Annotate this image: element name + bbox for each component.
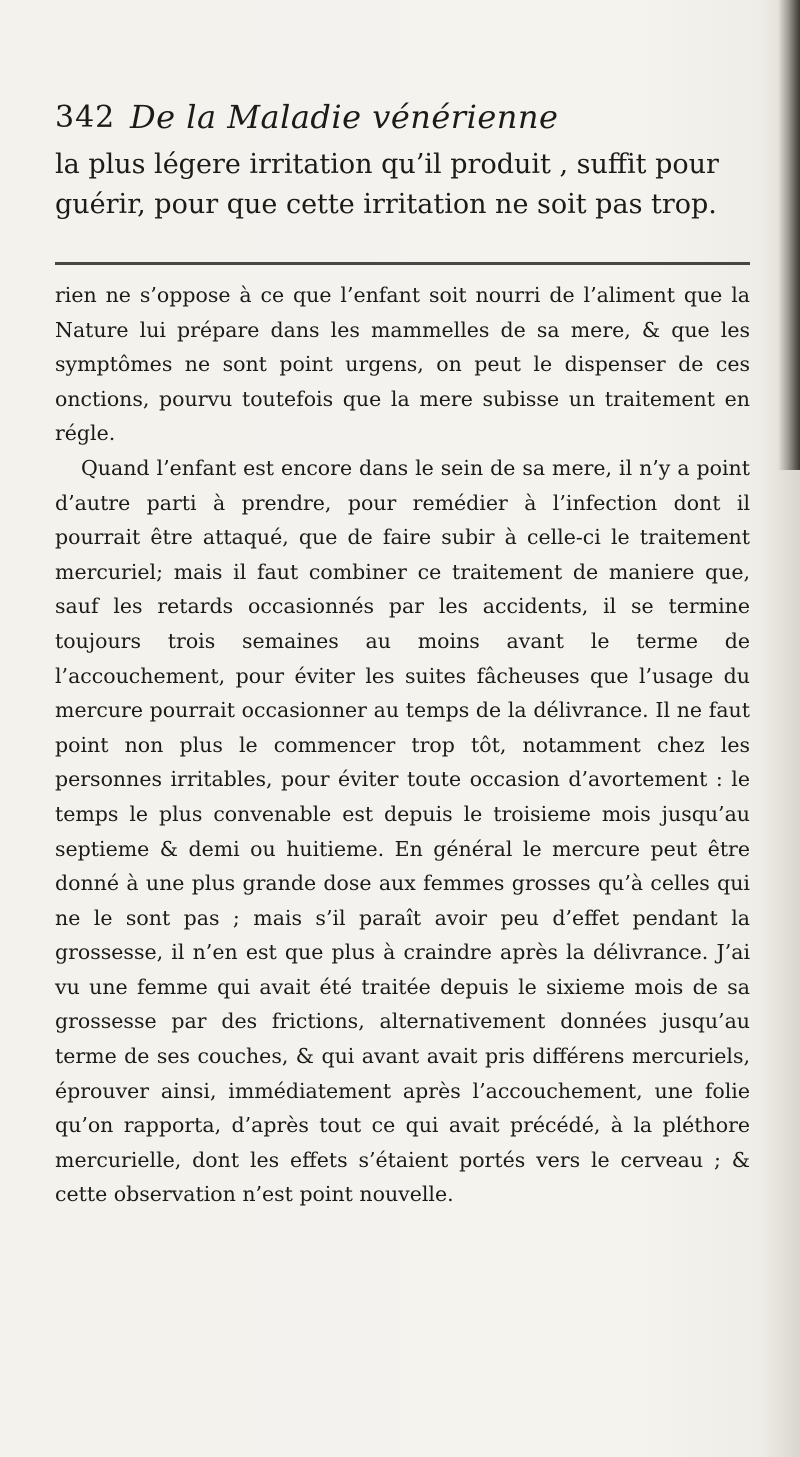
- page-number: 342: [55, 100, 116, 135]
- page-header: [0, 100, 800, 148]
- preamble-text: [55, 145, 745, 225]
- horizontal-rule: [55, 262, 750, 265]
- binding-shadow: [778, 0, 800, 470]
- paragraph-1: rien ne s’oppose à ce que l’enfant soit nourri de l’aliment que la Nature lui prépare dans les mammelles de sa mere, & que les symptômes ne sont point urgens, on peut le dispenser de ces onctions, pourvu toutefois que la mere subisse un traitement en régle.: [55, 283, 750, 446]
- body-text: [55, 278, 750, 1212]
- preamble-paragraph: la plus légere irritation qu’il produit , suffit pour guérir, pour que cette irritation ne soit pas trop.: [55, 149, 719, 220]
- paragraph-2: Quand l’enfant est encore dans le sein de sa mere, il n’y a point d’autre parti à prendre, pour remédier à l’infection dont il pourrait être attaqué, que de faire subir à celle-ci le traitement mercuriel; mais il faut combiner ce traitement de maniere que, sauf les retards occasionnés par les accidents, il se termine toujours trois semaines au moins avant le terme de l’accouchement, pour éviter les suites fâcheuses que l’usage du mercure pourrait occasionner au temps de la délivrance. Il ne faut point non plus le commencer trop tôt, notamment chez les personnes irritables, pour éviter toute occasion d’avortement : le temps le plus convenable est depuis le troisieme mois jusqu’au septieme & demi ou huitieme. En général le mercure peut être donné à une plus grande dose aux femmes grosses qu’à celles qui ne le sont pas ; mais s’il paraît avoir peu d’effet pendant la grossesse, il n’en est que plus à craindre après la délivrance. J’ai vu une femme qui avait été traitée depuis le sixieme mois de sa grossesse par des frictions, alternativement données jusqu’au terme de ses couches, & qui avant avait pris différens mercuriels, éprouver ainsi, immédiatement après l’accouchement, une folie qu’on rapporta, d’après tout ce qui avait précédé, à la pléthore mercurielle, dont les effets s’étaient portés vers le cerveau ; & cette observation n’est point nouvelle.: [55, 455, 750, 1207]
- running-title: De la Maladie vénérienne: [130, 98, 559, 136]
